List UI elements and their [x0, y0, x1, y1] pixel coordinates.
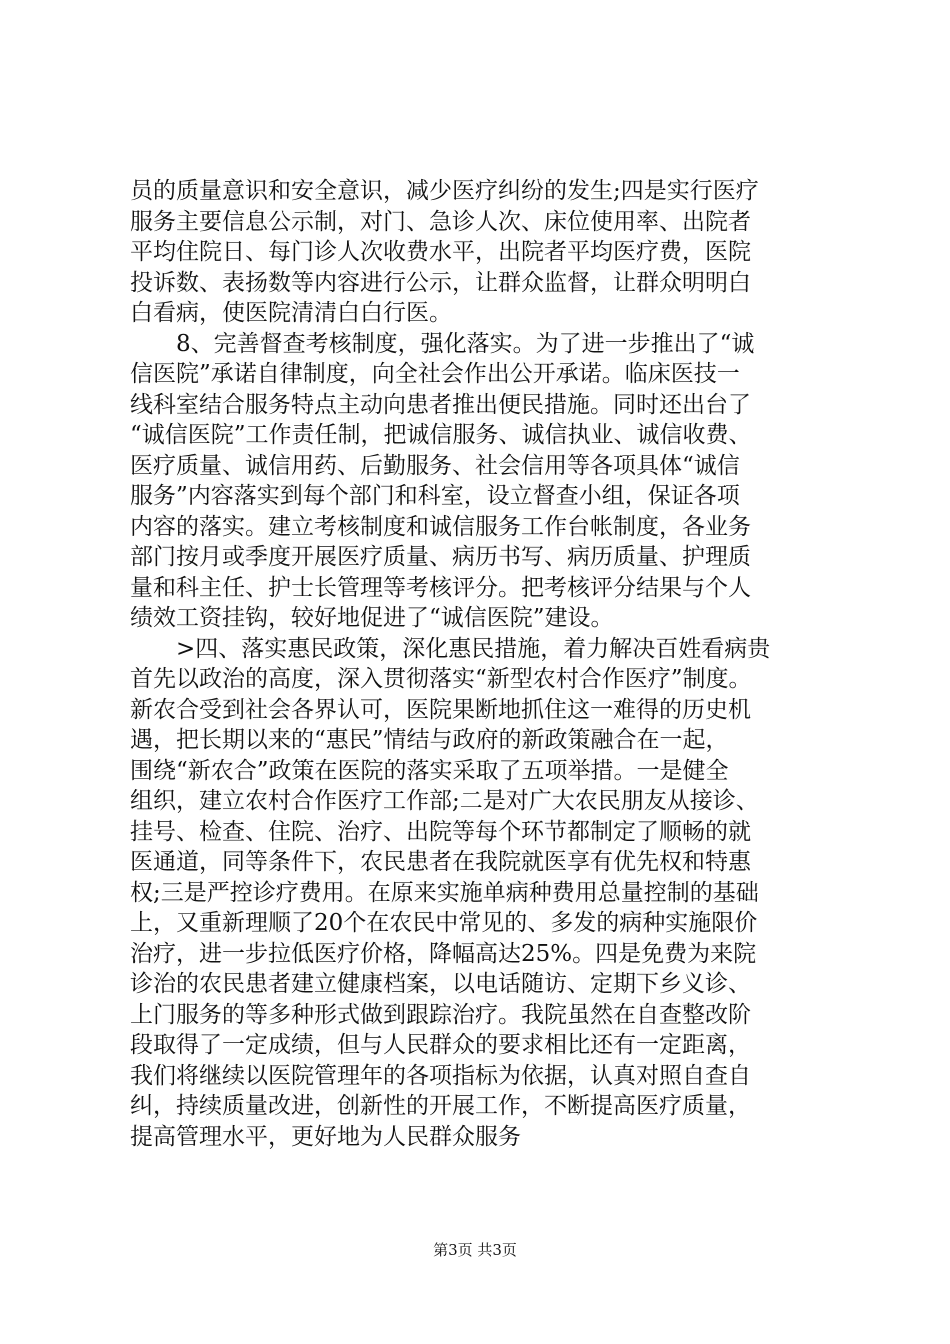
text-line: 服务主要信息公示制，对门、急诊人次、床位使用率、出院者 — [130, 208, 751, 235]
document-body — [130, 176, 850, 1152]
text-line: 绩效工资挂钩，较好地促进了“诚信医院”建设。 — [130, 605, 614, 631]
text-line: 遇，把长期以来的“惠民”情结与政府的新政策融合在一起， — [130, 727, 729, 753]
text-line: 8、完善督查考核制度，强化落实。为了进一步推出了“诚 — [130, 330, 755, 357]
text-line: 挂号、检查、住院、治疗、出院等每个环节都制定了顺畅的就 — [130, 818, 751, 845]
text-line: 上，又重新理顺了20个在农民中常见的、多发的病种实施限价 — [130, 910, 758, 936]
text-line: 我们将继续以医院管理年的各项指标为依据，认真对照自查自 — [130, 1062, 751, 1089]
text-line: 信医院”承诺自律制度，向全社会作出公开承诺。临床医技一 — [130, 361, 740, 387]
text-line: 纠，持续质量改进，创新性的开展工作，不断提高医疗质量， — [130, 1093, 751, 1119]
text-line: >四、落实惠民政策，深化惠民措施，着力解决百姓看病贵 — [130, 635, 771, 662]
text-line: 平均住院日、每门诊人次收费水平，出院者平均医疗费，医院 — [130, 239, 751, 265]
text-line: 段取得了一定成绩，但与人民群众的要求相比还有一定距离， — [130, 1032, 751, 1058]
text-line: 医通道，同等条件下，农民患者在我院就医享有优先权和特惠 — [130, 849, 751, 875]
text-line: 量和科主任、护士长管理等考核评分。把考核评分结果与个人 — [130, 574, 751, 601]
text-line: 诊治的农民患者建立健康档案，以电话随访、定期下乡义诊、 — [130, 971, 751, 997]
text-line: 首先以政治的高度，深入贯彻落实“新型农村合作医疗”制度。 — [130, 666, 752, 692]
text-line: 组织，建立农村合作医疗工作部;二是对广大农民朋友从接诊、 — [130, 788, 759, 814]
text-line: 服务”内容落实到每个部门和科室，设立督查小组，保证各项 — [130, 483, 740, 509]
text-line: 白看病，使医院清清白白行医。 — [130, 300, 452, 326]
text-line: 医疗质量、诚信用药、后勤服务、社会信用等各项具体“诚信 — [130, 452, 740, 479]
text-line: 员的质量意识和安全意识，减少医疗纠纷的发生;四是实行医疗 — [130, 178, 759, 204]
page-footer: 第3页 共3页 — [433, 1241, 517, 1259]
text-line: 新农合受到社会各界认可，医院果断地抓住这一难得的历史机 — [130, 696, 751, 723]
text-line: 部门按月或季度开展医疗质量、病历书写、病历质量、护理质 — [130, 544, 751, 570]
text-line: “诚信医院”工作责任制，把诚信服务、诚信执业、诚信收费、 — [130, 422, 752, 448]
text-line: 线科室结合服务特点主动向患者推出便民措施。同时还出台了 — [130, 391, 751, 418]
text-line: 治疗，进一步拉低医疗价格，降幅高达25%。四是免费为来院 — [130, 940, 757, 967]
text-line: 上门服务的等多种形式做到跟踪治疗。我院虽然在自查整改阶 — [130, 1001, 751, 1028]
text-line: 权;三是严控诊疗费用。在原来实施单病种费用总量控制的基础 — [130, 879, 759, 906]
text-line: 内容的落实。建立考核制度和诚信服务工作台帐制度，各业务 — [130, 513, 751, 540]
text-line: 提高管理水平，更好地为人民群众服务 — [130, 1123, 521, 1150]
text-line: 投诉数、表扬数等内容进行公示，让群众监督，让群众明明白 — [130, 269, 751, 296]
text-line: 围绕“新农合”政策在医院的落实采取了五项举措。一是健全 — [130, 757, 729, 784]
